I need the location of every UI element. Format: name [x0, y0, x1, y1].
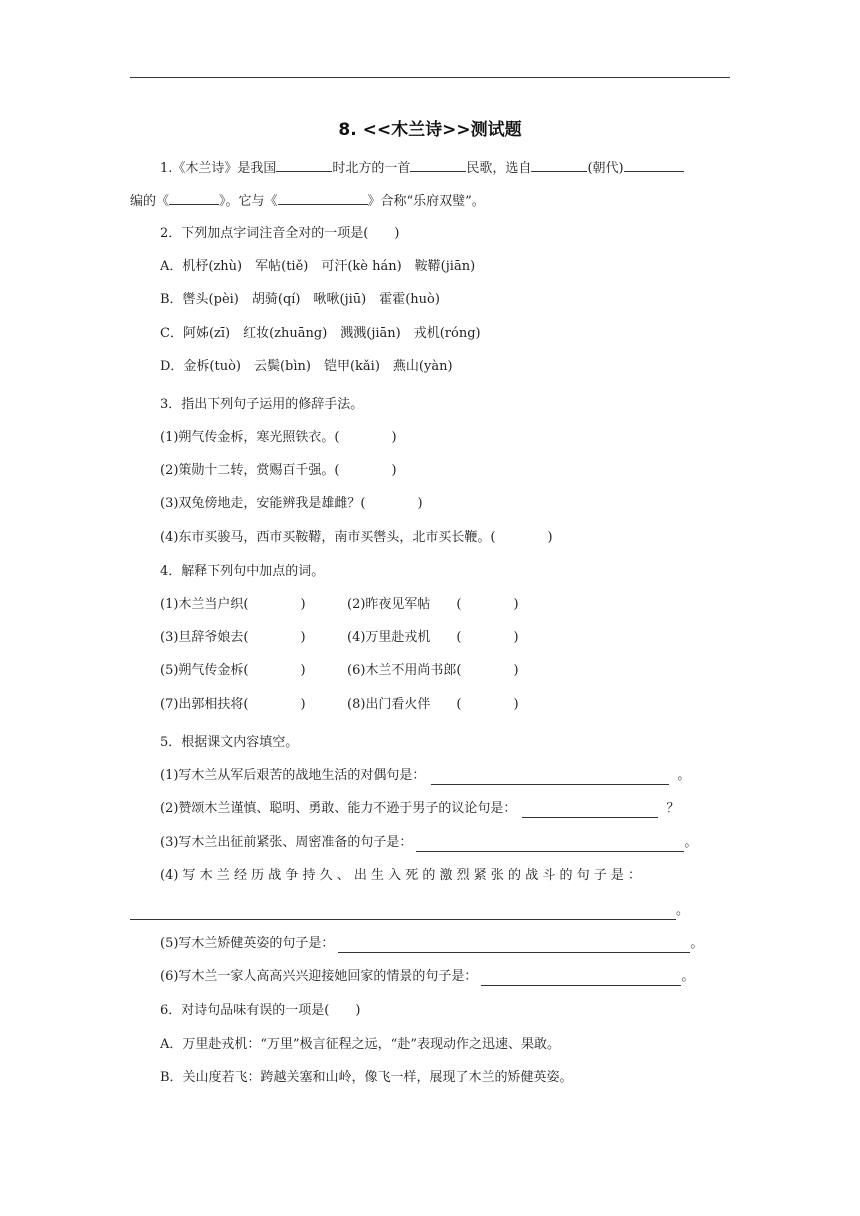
q3-item-1: (1)朔气传金柝，寒光照铁衣。( ) [160, 430, 397, 445]
q5-item-6 [160, 968, 694, 986]
q5-item-4: (4) 写 木 兰 经 历 战 争 持 久 、 出 生 入 死 的 激 烈 紧 张 的 战 斗 的 句 子 是 ： [160, 868, 641, 883]
q1-line-1 [160, 158, 684, 178]
q2-option-b[interactable]: B．辔头(pèi) 胡骑(qí) 啾啾(jiū) 霍霍(huò) [160, 292, 440, 307]
q5-item-4-answer [130, 902, 689, 920]
q2-option-a[interactable]: A．机杼(zhù) 军帖(tiě) 可汗(kè hán) 鞍鞯(jiān) [160, 259, 476, 274]
q1-text-b: 时北方的一首 [332, 161, 411, 176]
q1-blank-5[interactable] [169, 191, 219, 205]
q5-item-6-blank[interactable] [481, 971, 681, 986]
q2-stem: 2．下列加点字词注音全对的一项是( ) [160, 226, 400, 241]
q5-item-2-text: (2)赞颂木兰谨慎、聪明、勇敢、能力不逊于男子的议论句是： [160, 801, 517, 816]
q5-item-1 [160, 767, 690, 785]
q5-item-3-text: (3)写木兰出征前紧张、周密准备的句子是： [160, 835, 413, 850]
q5-item-1-text: (1)写木兰从军后艰苦的战地生活的对偶句是： [160, 768, 426, 783]
q1-blank-3[interactable] [531, 158, 587, 172]
q1-line-2 [130, 191, 485, 211]
q1-text-c: 民歌，选自 [466, 161, 532, 176]
q3-stem: 3．指出下列句子运用的修辞手法。 [160, 397, 364, 412]
q1-text-d: (朝代) [587, 161, 624, 176]
q4-item-8: (8)出门看火伴 ( ) [347, 697, 519, 712]
q6-option-a[interactable]: A．万里赴戎机：“万里”极言征程之远，“赴”表现动作之迅速、果敢。 [160, 1037, 560, 1052]
q5-item-3-end: 。 [684, 835, 698, 850]
q6-stem: 6．对诗句品味有误的一项是( ) [160, 1003, 361, 1018]
q1-blank-4[interactable] [624, 158, 684, 172]
q5-item-1-blank[interactable] [431, 770, 669, 785]
q1-blank-6[interactable] [278, 191, 368, 205]
q4-item-6: (6)木兰不用尚书郎( ) [347, 663, 519, 678]
q4-stem: 4．解释下列句中加点的词。 [160, 564, 325, 579]
q5-item-4-end: 。 [676, 903, 690, 918]
page-title: 8. <<木兰诗>>测试题 [338, 120, 522, 140]
q6-option-b[interactable]: B．关山度若飞：跨越关塞和山岭，像飞一样，展现了木兰的矫健英姿。 [160, 1070, 573, 1085]
q4-item-1: (1)木兰当户织( ) [160, 597, 306, 612]
q5-item-6-text: (6)写木兰一家人高高兴兴迎接她回家的情景的句子是： [160, 969, 478, 984]
q1-text-f: 》。它与《 [219, 194, 278, 209]
q1-text-g: 》合称“乐府双璧”。 [367, 194, 485, 209]
q3-item-2: (2)策勋十二转，赏赐百千强。( ) [160, 463, 397, 478]
q4-item-3: (3)旦辞爷娘去( ) [160, 630, 306, 645]
q5-item-5-blank[interactable] [338, 938, 690, 953]
q4-item-2: (2)昨夜见军帖 ( ) [347, 597, 519, 612]
q5-item-3-blank[interactable] [416, 837, 684, 852]
q1-blank-2[interactable] [410, 158, 466, 172]
q4-item-7: (7)出郭相扶将( ) [160, 697, 306, 712]
q5-item-5-text: (5)写木兰矫健英姿的句子是： [160, 936, 335, 951]
q5-item-4-blank[interactable] [130, 905, 676, 920]
q2-option-d[interactable]: D．金柝(tuò) 云鬓(bìn) 铠甲(kǎi) 燕山(yàn) [160, 359, 453, 374]
q1-text-a: 1.《木兰诗》是我国 [160, 161, 277, 176]
q5-stem: 5．根据课文内容填空。 [160, 735, 299, 750]
q2-option-c[interactable]: C．阿姊(zī) 红妆(zhuāng) 溅溅(jiān) 戎机(róng) [160, 326, 481, 341]
q5-item-5-end: 。 [690, 936, 704, 951]
header-rule [130, 77, 730, 78]
q5-item-2-blank[interactable] [522, 803, 658, 818]
q5-item-2-end: ？ [666, 801, 680, 816]
q5-item-3 [160, 834, 697, 852]
q5-item-2 [160, 800, 679, 818]
q4-item-4: (4)万里赴戎机 ( ) [347, 630, 519, 645]
q3-item-3: (3)双兔傍地走，安能辨我是雄雌？( ) [160, 496, 423, 511]
q1-text-e: 编的《 [130, 194, 170, 209]
q5-item-5 [160, 935, 703, 953]
q5-item-1-end: 。 [677, 768, 691, 783]
q4-item-5: (5)朔气传金柝( ) [160, 663, 306, 678]
q5-item-6-end: 。 [681, 969, 695, 984]
q1-blank-1[interactable] [276, 158, 332, 172]
q3-item-4: (4)东市买骏马，西市买鞍鞯，南市买辔头，北市买长鞭。( ) [160, 530, 553, 545]
